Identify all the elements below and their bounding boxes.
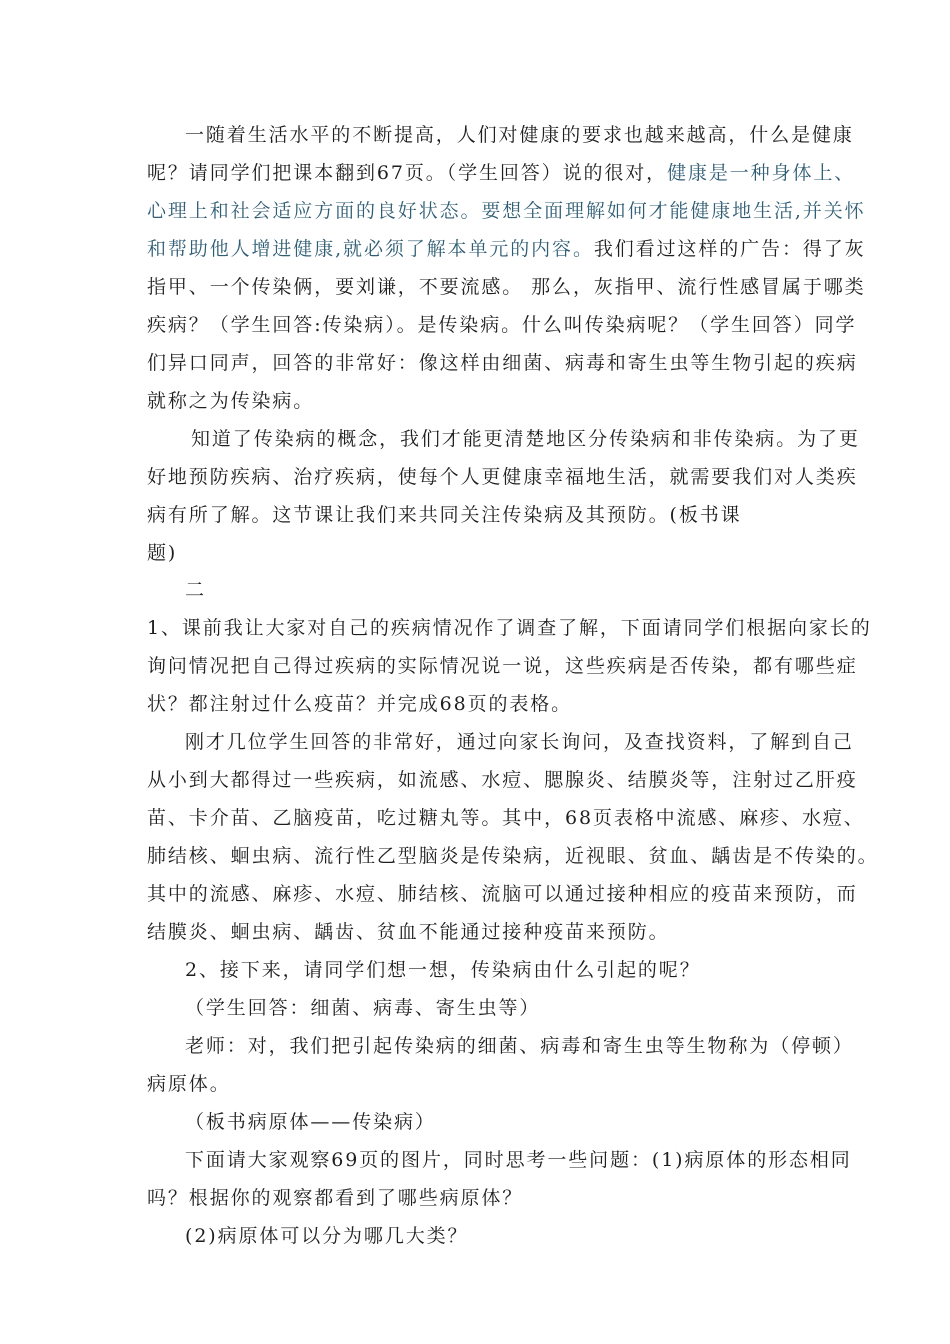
highlighted-text: 要想全面理解如何才能健康地生活,并关怀 (481, 200, 866, 222)
text-line: 其中的流感、麻疹、水痘、肺结核、流脑可以通过接种相应的疫苗来预防，而 (147, 883, 858, 905)
text-line: 病有所了解。这节课让我们来共同关注传染病及其预防。(板书课 (147, 504, 742, 526)
text-line: (2)病原体可以分为哪几大类？ (185, 1225, 469, 1247)
text-line: 苗、卡介苗、乙脑疫苗，吃过糖丸等。其中，68页表格中流感、麻疹、水痘、 (147, 807, 865, 829)
highlighted-text: 健康是一种身体上、 (667, 162, 856, 184)
text-line: 结膜炎、蛔虫病、龋齿、贫血不能通过接种疫苗来预防。 (147, 921, 670, 943)
text-span: 一随着生活水平的不断提高，人们对健康的要求也越来越高，什么是健康 (185, 124, 854, 146)
text-line: 肺结核、蛔虫病、流行性乙型脑炎是传染病，近视眼、贫血、龋齿是不传染的。 (147, 845, 879, 867)
text-line: 老师：对，我们把引起传染病的细菌、病毒和寄生虫等生物称为（停顿） (185, 1035, 854, 1057)
text-line: 2、接下来，请同学们想一想，传染病由什么引起的呢？ (185, 959, 701, 981)
text-line: 疾病？（学生回答:传染病）。是传染病。什么叫传染病呢？（学生回答）同学 (147, 314, 857, 336)
highlighted-text: 心理上和社会适应方面的良好状态。 (147, 200, 482, 222)
text-span: 我们看过这样的广告：得了灰 (593, 238, 866, 260)
text-line: 好地预防疾病、治疗疾病，使每个人更健康幸福地生活，就需要我们对人类疾 (147, 466, 858, 488)
text-line: 知道了传染病的概念，我们才能更清楚地区分传染病和非传染病。为了更 (191, 428, 860, 450)
text-line: 1、课前我让大家对自己的疾病情况作了调查了解，下面请同学们根据向家长的 (147, 617, 872, 639)
text-line (147, 160, 855, 186)
text-line: 吗？根据你的观察都看到了哪些病原体？ (147, 1187, 524, 1209)
text-line: 们异口同声，回答的非常好：像这样由细菌、病毒和寄生虫等生物引起的疾病 (147, 352, 858, 374)
text-line: 刚才几位学生回答的非常好，通过向家长询问，及查找资料，了解到自己 (185, 731, 854, 753)
text-line: 指甲、一个传染俩，要刘谦，不要流感。 那么，灰指甲、流行性感冒属于哪类 (147, 276, 866, 298)
text-line: 下面请大家观察69页的图片，同时思考一些问题：(1)病原体的形态相同 (185, 1149, 852, 1171)
text-line: 状？都注射过什么疫苗？并完成68页的表格。 (147, 693, 573, 715)
text-line: 病原体。 (147, 1073, 231, 1095)
text-line: 就称之为传染病。 (147, 390, 315, 412)
text-line: 从小到大都得过一些疾病，如流感、水痘、腮腺炎、结膜炎等，注射过乙肝疫 (147, 769, 858, 791)
text-line: 题) (147, 542, 178, 564)
text-line: 询问情况把自己得过疾病的实际情况说一说，这些疾病是否传染，都有哪些症 (147, 655, 858, 677)
text-line (185, 122, 854, 148)
highlighted-text: 和帮助他人增进健康,就必须了解本单元的内容。 (147, 238, 594, 260)
section-heading: 二 (185, 579, 206, 601)
text-span: 呢？请同学们把课本翻到67页。（学生回答）说的很对， (147, 162, 668, 184)
text-line (147, 236, 866, 262)
text-line: （板书病原体——传染病） (185, 1111, 436, 1133)
text-line (147, 198, 866, 224)
text-line: （学生回答：细菌、病毒、寄生虫等） (185, 997, 541, 1019)
